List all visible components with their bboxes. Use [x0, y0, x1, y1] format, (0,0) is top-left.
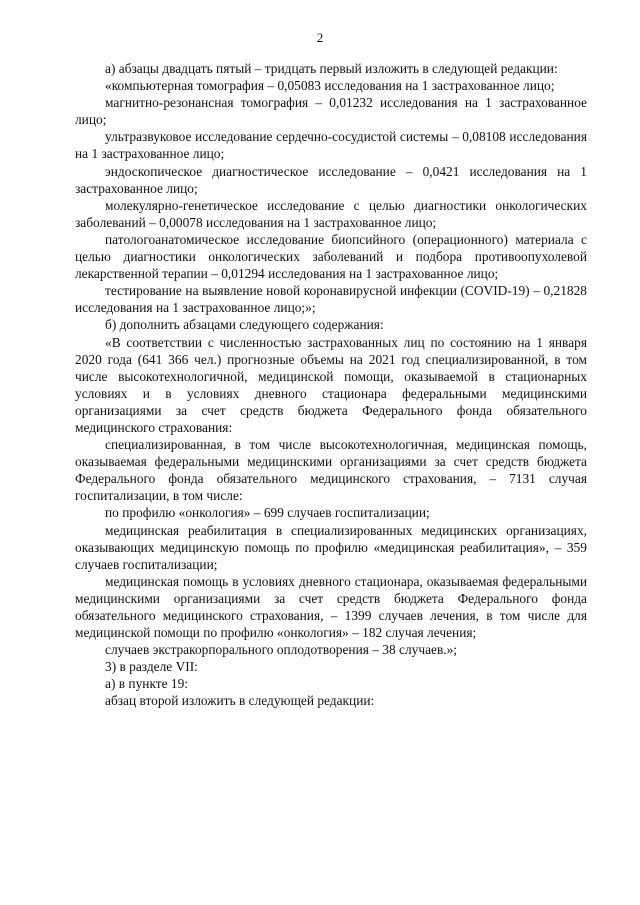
paragraph-clause-19: а) в пункте 19: [105, 676, 189, 692]
paragraph-insured-count: «В соответствии с численностью застрахованных лиц по состоянию на 1 января 2020 года (641 366 чел.) прогнозные объемы на 2021 год специализированной, в том числе высокотехнологичной, медицинской помощи, оказываемой в стационарных условиях и в условиях дневного стационара федеральными медицинскими организациями за счет средств бюджета Федерального фонда обязательного медицинского страхования: [75, 334, 587, 435]
paragraph-molecular-genetic: молекулярно-генетическое исследование с целью диагностики онкологических заболеваний – 0,00078 исследования на 1 застрахованное лицо; [75, 197, 587, 230]
paragraph-ct: «компьютерная томография – 0,05083 исследования на 1 застрахованное лицо; [105, 78, 555, 94]
paragraph-specialized-care: специализированная, в том числе высокотехнологичная, медицинская помощь, оказываемая федеральными медицинскими организациями за счет средств бюджета Федерального фонда обязательного медицинского страхования, – 7131 случая госпитализации, в том числе: [75, 437, 587, 504]
paragraph-ivf: случаев экстракорпорального оплодотворения – 38 случаев.»; [105, 642, 458, 658]
paragraph-rehabilitation: медицинская реабилитация в специализированных медицинских организациях, оказывающих медицинскую помощь по профилю «медицинская реабилитация», – 359 случаев госпитализации; [75, 522, 587, 572]
paragraph-oncology: по профилю «онкология» – 699 случаев госпитализации; [105, 505, 430, 521]
paragraph-covid-testing: тестирование на выявление новой коронавирусной инфекции (COVID-19) – 0,21828 исследования на 1 застрахованное лицо;»; [75, 283, 587, 316]
paragraph-second-abzac: абзац второй изложить в следующей редакции: [105, 693, 375, 709]
paragraph-endoscopy: эндоскопическое диагностическое исследование – 0,0421 исследования на 1 застрахованное лицо; [75, 163, 587, 196]
paragraph-mri: магнитно-резонансная томография – 0,01232 исследования на 1 застрахованное лицо; [75, 95, 587, 128]
document-body [75, 60, 587, 710]
paragraph-amendment-b: б) дополнить абзацами следующего содержания: [105, 317, 384, 333]
paragraph-ultrasound: ультразвуковое исследование сердечно-сосудистой системы – 0,08108 исследования на 1 застрахованное лицо; [75, 129, 587, 162]
paragraph-day-hospital: медицинская помощь в условиях дневного стационара, оказываемая федеральными медицинскими организациями за счет средств бюджета Федерального фонда обязательного медицинского страхования, – 1399 случаев лечения, в том числе для медицинской помощи по профилю «онкология» – 182 случая лечения; [75, 573, 587, 641]
page-number: 2 [316, 30, 324, 45]
paragraph-section-vii: 3) в разделе VII: [105, 659, 198, 675]
paragraph-pathology: патологоанатомическое исследование биопсийного (операционного) материала с целью диагностики онкологических заболеваний и подбора противоопухолевой лекарственной терапии – 0,01294 исследования на 1 застрахованное лицо; [75, 231, 587, 282]
paragraph-amendment-a: а) абзацы двадцать пятый – тридцать первый изложить в следующей редакции: [105, 61, 558, 76]
